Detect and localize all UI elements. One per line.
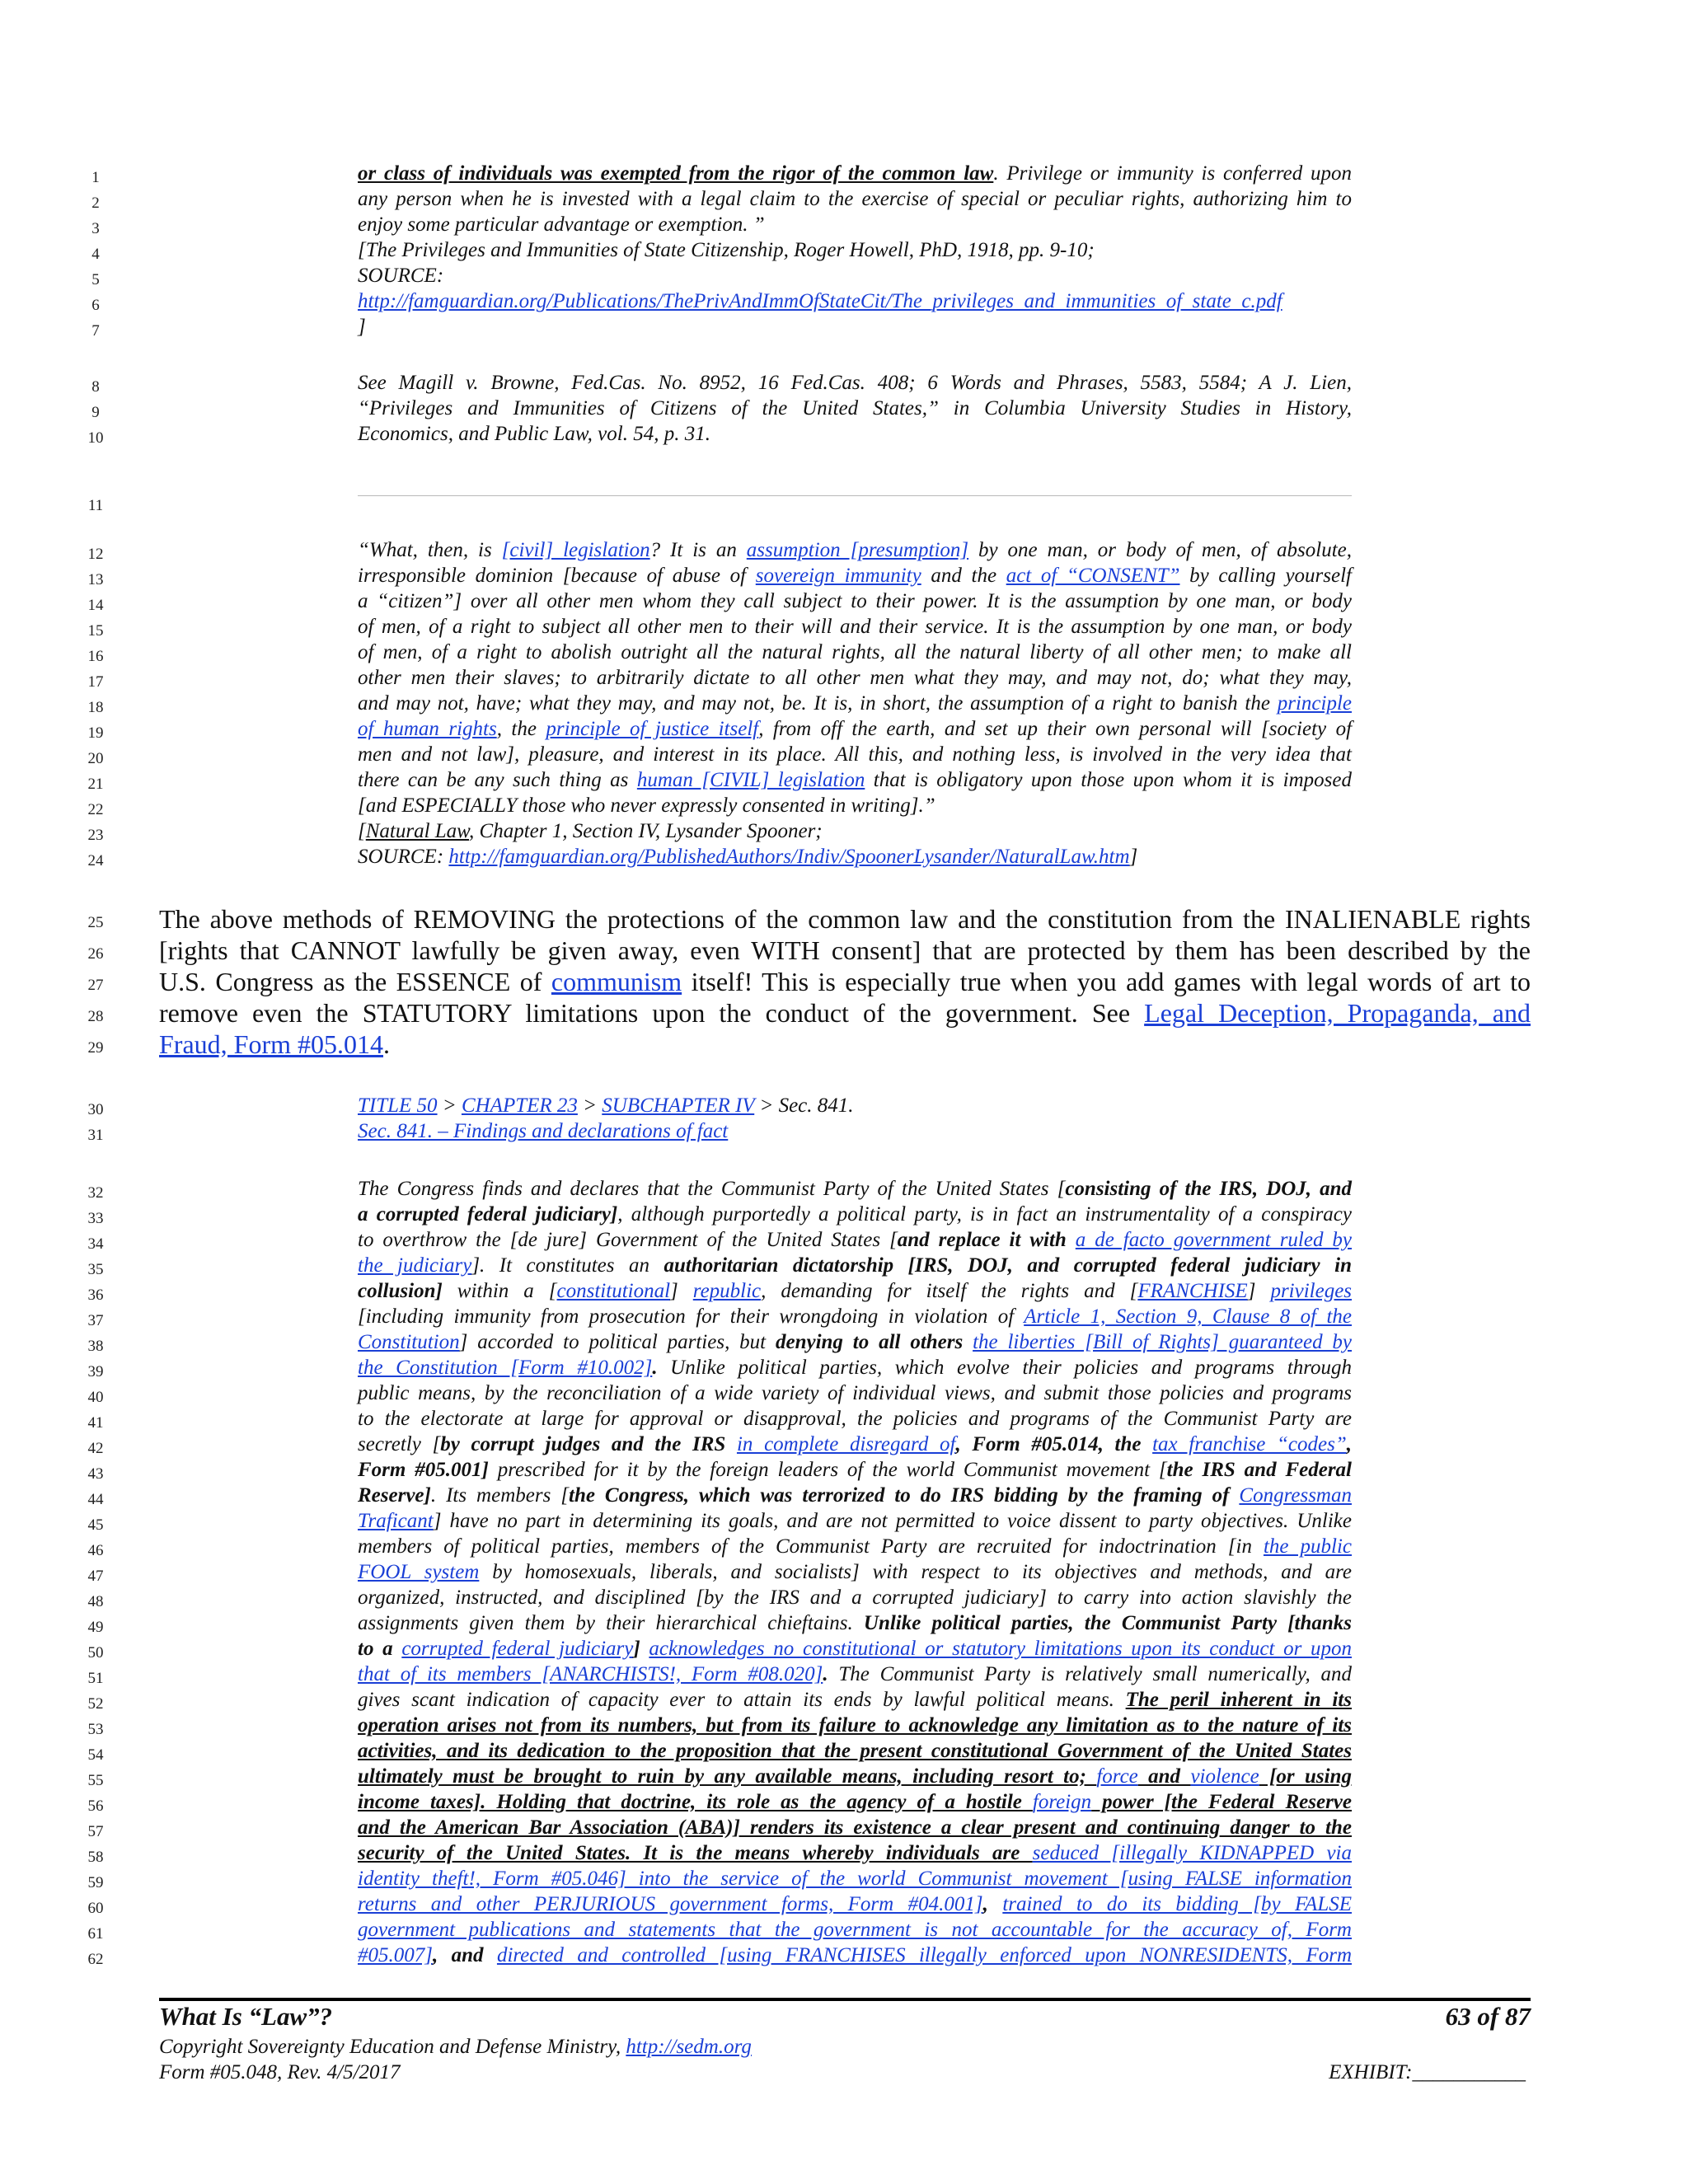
line-number: 4: [91, 246, 100, 263]
statute-line53: operation arises not from its numbers, but from its failure to acknowledge any limitation as to the nature of its: [358, 1714, 1352, 1736]
form-revision: Form #05.048, Rev. 4/5/2017: [159, 2061, 401, 2083]
force-link[interactable]: force: [1096, 1765, 1138, 1788]
quote1-line3: enjoy some particular advantage or exemption. ”: [358, 213, 765, 236]
tax-franchise-codes-link[interactable]: tax franchise “codes”: [1152, 1433, 1347, 1455]
line-number: 40: [87, 1389, 104, 1406]
statute-line45: Traficant] have no part in determining its goals, and are not permitted to voice dissent to party objectives. Unlike: [358, 1510, 1352, 1532]
statute-line36: collusion] within a [constitutional] republic, demanding for itself the rights and [FRANCHISE] privileges: [358, 1280, 1353, 1302]
liberties-link[interactable]: the liberties [Bill of Rights] guaranteed by: [973, 1331, 1353, 1353]
quote1-line2: any person when he is invested with a legal claim to the exercise of special or peculiar rights, authorizing him to: [358, 188, 1352, 210]
legal-deception-link[interactable]: Legal Deception, Propaganda, and: [1144, 998, 1531, 1028]
statute-line44: Reserve]. Its members [the Congress, which was terrorized to do IRS bidding by the framing of Congressman: [358, 1484, 1352, 1507]
line-number: 56: [87, 1797, 104, 1815]
line-number: 15: [87, 622, 104, 640]
line-number: 3: [91, 220, 100, 237]
text: . Privilege or immunity is conferred upon: [993, 162, 1353, 185]
line-number: 23: [87, 827, 104, 844]
quote3-line20: men and not law], pleasure, and interest in its place. All this, and nothing less, is involved in the very idea that: [358, 743, 1352, 766]
line-number: 59: [87, 1874, 104, 1891]
line-number: 37: [87, 1312, 104, 1329]
separator-rule: [358, 495, 1352, 496]
line-number: 43: [87, 1465, 104, 1483]
statute-line50: to a corrupted federal judiciary] acknowledges no constitutional or statutory limitations upon its conduct or upon: [358, 1638, 1352, 1660]
para-line25: The above methods of REMOVING the protections of the common law and the constitution from the INALIENABLE rights: [159, 904, 1531, 934]
quote3-line16: of men, of a right to abolish outright all the natural rights, all the natural liberty of all other men; to make all: [358, 641, 1352, 663]
disregard-link[interactable]: in complete disregard of: [736, 1433, 956, 1455]
quote1-line1: [358, 162, 1352, 187]
quote3-line17: other men their slaves; to arbitrarily dictate to all other men what they may, and may not, do; what they may,: [358, 667, 1352, 689]
franchise-link[interactable]: FRANCHISE: [1137, 1280, 1248, 1302]
line-number: 61: [87, 1925, 104, 1943]
congressman-link[interactable]: Congressman: [1239, 1484, 1352, 1507]
statute-line43: Form #05.001] prescribed for it by the foreign leaders of the world Communist movement [the IRS and Federal: [358, 1459, 1352, 1481]
quote3-line14: a “citizen”] over all other men whom they call subject to their power. It is the assumption by one man, or body: [358, 590, 1352, 612]
exhibit-label: EXHIBIT:___________: [1329, 2061, 1526, 2083]
directed-controlled-link[interactable]: directed and controlled [using FRANCHISES illegally enforced upon NONRESIDENTS, Form: [496, 1944, 1352, 1966]
line-number: 31: [87, 1127, 104, 1144]
government-publications-link[interactable]: government publications and statements that the government is not accountable for the accuracy of, Form: [358, 1919, 1352, 1941]
see-also-line1: See Magill v. Browne, Fed.Cas. No. 8952, 16 Fed.Cas. 408; 6 Words and Phrases, 5583, 5584; A J. Lien,: [358, 372, 1352, 394]
line-number: 29: [87, 1039, 104, 1057]
form-05007-link[interactable]: #05.007]: [358, 1944, 433, 1966]
statute-line34: to overthrow the [de jure] Government of the United States [and replace it with a de facto government ruled by: [358, 1229, 1353, 1251]
foreign-link[interactable]: foreign: [1032, 1791, 1092, 1813]
constitution-link[interactable]: Constitution: [358, 1331, 460, 1353]
line-number: 18: [87, 699, 104, 716]
quote3-line18: and may not, have; what they may, and may not, be. It is, in short, the assumption of a right to banish the principle: [358, 692, 1352, 715]
statute-line32: The Congress finds and declares that the Communist Party of the United States [consisting of the IRS, DOJ, and: [358, 1178, 1352, 1200]
human-civil-legislation-link[interactable]: human [CIVIL] legislation: [636, 769, 865, 791]
line-number: 10: [87, 429, 104, 447]
line-number: 19: [87, 724, 104, 742]
human-rights-link[interactable]: of human rights: [358, 718, 497, 740]
statute-line58: security of the United States. It is the means whereby individuals are seduced [illegally KIDNAPPED via: [358, 1842, 1352, 1864]
traficant-link[interactable]: Traficant: [358, 1510, 434, 1532]
line-number: 32: [87, 1184, 104, 1202]
statute-line51: that of its members [ANARCHISTS!, Form #08.020]. The Communist Party is relatively small numerically, and: [358, 1663, 1353, 1685]
line-number: 60: [87, 1900, 104, 1917]
statute-line37: [including immunity from prosecution for their wrongdoing in violation of Article 1, Section 9, Clause 8 of the: [358, 1305, 1352, 1328]
natural-law-source-link[interactable]: http://famguardian.org/PublishedAuthors/Indiv/SpoonerLysander/NaturalLaw.htm: [448, 846, 1130, 868]
line-number: 17: [87, 673, 104, 691]
constitution-form-link[interactable]: the Constitution [Form #10.002]: [358, 1357, 653, 1379]
statute-line49: assignments given them by their hierarchical chieftains. Unlike political parties, the Communist Party [thanks: [358, 1612, 1352, 1634]
citation-close: ]: [358, 316, 366, 338]
quote3-line15: of men, of a right to subject all other men to their will and their service. It is the assumption by one man, or body: [358, 616, 1352, 638]
principle-link[interactable]: principle: [1277, 692, 1352, 715]
act-of-consent-link[interactable]: act of “CONSENT”: [1006, 565, 1180, 587]
para-line29: Fraud, Form #05.014.: [159, 1029, 390, 1059]
quote3-line22: [and ESPECIALLY those who never expressly consented in writing].”: [358, 794, 935, 817]
statute-line62: #05.007], and directed and controlled [using FRANCHISES illegally enforced upon NONRESIDENTS, Form: [358, 1944, 1352, 1966]
line-number: 49: [87, 1619, 104, 1636]
see-also-line2: “Privileges and Immunities of Citizens of the United States,” in Columbia University Studies in History,: [358, 397, 1352, 419]
judiciary-link[interactable]: the judiciary: [358, 1254, 472, 1277]
republic-link[interactable]: republic: [692, 1280, 762, 1302]
line-number: 12: [87, 546, 104, 563]
para-line28: remove even the STATUTORY limitations upon the conduct of the government. See Legal Deception, Propaganda, and: [159, 998, 1531, 1028]
line-number: 42: [87, 1440, 104, 1457]
subchapter-iv-link[interactable]: SUBCHAPTER IV: [602, 1094, 755, 1117]
principle-justice-link[interactable]: principle of justice itself: [546, 718, 759, 740]
line-number: 13: [87, 571, 104, 588]
statute-line41: to the electorate at large for approval or disapproval, the policies and programs of the Communist Party are: [358, 1408, 1352, 1430]
line-number: 47: [87, 1568, 104, 1585]
line-number: 52: [87, 1695, 104, 1713]
line-number: 5: [91, 271, 100, 288]
statute-line40: public means, by the reconciliation of a wide variety of individual views, and submit those policies and programs: [358, 1382, 1352, 1404]
copyright-line: Copyright Sovereignty Education and Defense Ministry, http://sedm.org: [159, 2036, 752, 2058]
line-number: 35: [87, 1261, 104, 1278]
statute-line38: Constitution] accorded to political parties, but denying to all others the liberties [Bill of Rights] guaranteed by: [358, 1331, 1353, 1353]
line-number: 38: [87, 1338, 104, 1355]
communism-link[interactable]: communism: [551, 967, 682, 996]
legal-deception-link-cont[interactable]: Fraud, Form #05.014: [159, 1029, 383, 1059]
line-number: 55: [87, 1772, 104, 1789]
line-number: 41: [87, 1414, 104, 1432]
footer-title: What Is “Law”?: [159, 2002, 333, 2031]
privileges-link[interactable]: privileges: [1270, 1280, 1353, 1302]
line-number: 62: [87, 1951, 104, 1968]
see-also-line3: Economics, and Public Law, vol. 54, p. 31.: [358, 423, 710, 445]
footer-rule: [159, 1998, 1531, 2001]
seduced-link[interactable]: seduced [illegally KIDNAPPED via: [1032, 1842, 1352, 1864]
line-number: 8: [91, 378, 100, 396]
line-number: 21: [87, 776, 104, 793]
natural-law-title: Natural Law: [365, 820, 470, 842]
line-number: 34: [87, 1235, 104, 1253]
violence-link[interactable]: violence: [1190, 1765, 1259, 1788]
statute-line54: activities, and its dedication to the proposition that the present constitutional Government of the United States: [358, 1740, 1352, 1762]
quote3-line12: “What, then, is [civil] legislation? It is an assumption [presumption] by one man, or body of men, of absolute,: [358, 539, 1352, 561]
perjurious-forms-link[interactable]: returns and other PERJURIOUS government forms, Form #04.001]: [358, 1893, 983, 1915]
line-number: 20: [87, 750, 104, 767]
line-number: 26: [87, 945, 104, 963]
source-label: SOURCE:: [358, 265, 444, 287]
statute-line35: the judiciary]. It constitutes an authoritarian dictatorship [IRS, DOJ, and corrupted federal judiciary in: [358, 1254, 1352, 1277]
line-number: 16: [87, 648, 104, 665]
line-number: 45: [87, 1516, 104, 1534]
breadcrumb: TITLE 50 > CHAPTER 23 > SUBCHAPTER IV > Sec. 841.: [358, 1094, 854, 1117]
page-number: 63 of 87: [1445, 2002, 1531, 2031]
quote3-citation: [Natural Law, Chapter 1, Section IV, Lysander Spooner;: [358, 820, 823, 842]
line-number: 46: [87, 1542, 104, 1559]
line-number: 57: [87, 1823, 104, 1840]
line-number: 44: [87, 1491, 104, 1508]
para-line26: [rights that CANNOT lawfully be given away, even WITH consent] that are protected by them has been described by the: [159, 935, 1531, 965]
quote3-line21: there can be any such thing as human [CIVIL] legislation that is obligatory upon those upon whom it is imposed: [358, 769, 1352, 791]
constitutional-link[interactable]: constitutional: [556, 1280, 671, 1302]
source-link[interactable]: http://famguardian.org/Publications/ThePrivAndImmOfStateCit/The_privileges_and_immunities_of_state_c.pdf: [358, 290, 1282, 312]
citation-line: [The Privileges and Immunities of State Citizenship, Roger Howell, PhD, 1918, pp. 9-10;: [358, 239, 1095, 261]
assumption-link[interactable]: assumption [presumption]: [746, 539, 969, 561]
line-number: 39: [87, 1363, 104, 1380]
line-number: 24: [87, 852, 104, 869]
statute-line48: organized, instructed, and disciplined [by the IRS and a corrupted judiciary] to carry into action slavishly the: [358, 1586, 1352, 1609]
statute-line55: ultimately must be brought to ruin by any available means, including resort to; force and violence [or using: [358, 1765, 1352, 1788]
line-number: 2: [91, 194, 100, 212]
para-line27: U.S. Congress as the ESSENCE of communism itself! This is especially true when you add games with legal words of art to: [159, 967, 1531, 996]
statute-line47: FOOL system by homosexuals, liberals, and socialists] with respect to its objectives and methods, and are: [358, 1561, 1352, 1583]
civil-legislation-link[interactable]: [civil] legislation: [501, 539, 650, 561]
corrupted-judiciary-link[interactable]: corrupted federal judiciary: [401, 1638, 634, 1660]
statute-line42: secretly [by corrupt judges and the IRS in complete disregard of, Form #05.014, the tax franchise “codes”,: [358, 1433, 1352, 1455]
anarchists-link[interactable]: that of its members [ANARCHISTS!, Form #08.020]: [358, 1663, 823, 1685]
identity-theft-link[interactable]: identity theft!, Form #05.046] into the service of the world Communist movement [using FALSE information: [358, 1868, 1352, 1890]
line-number: 6: [91, 297, 100, 314]
de-facto-link[interactable]: a de facto government ruled by: [1075, 1229, 1353, 1251]
line-number: 28: [87, 1008, 104, 1025]
line-number: 27: [87, 977, 104, 994]
sovereign-immunity-link[interactable]: sovereign immunity: [755, 565, 921, 587]
line-number: 22: [87, 801, 104, 818]
line-number: 54: [87, 1746, 104, 1764]
public-fool-link[interactable]: the public: [1263, 1535, 1353, 1558]
line-number: 9: [91, 404, 100, 421]
chapter-23-link[interactable]: CHAPTER 23: [461, 1094, 578, 1117]
section-841-link[interactable]: Sec. 841. – Findings and declarations of fact: [358, 1120, 729, 1142]
emphasis-text: or class of individuals was exempted from the rigor of the common law: [358, 162, 994, 185]
no-limitations-link[interactable]: acknowledges no constitutional or statutory limitations upon its conduct or upon: [649, 1638, 1352, 1660]
article1-link[interactable]: Article 1, Section 9, Clause 8 of the: [1024, 1305, 1352, 1328]
statute-line46: members of political parties, members of the Communist Party are recruited for indoctrination [in the public: [358, 1535, 1353, 1558]
line-number: 1: [91, 169, 100, 186]
line-number: 14: [87, 597, 104, 614]
statute-line52: gives scant indication of capacity ever to attain its ends by lawful political means. The peril inherent in its: [358, 1689, 1353, 1711]
trained-link[interactable]: trained to do its bidding [by FALSE: [1002, 1893, 1353, 1915]
line-number: 7: [91, 322, 100, 340]
quote3-line13: irresponsible dominion [because of abuse of sovereign immunity and the act of “CONSENT” by calling yourself: [358, 565, 1352, 587]
line-number: 53: [87, 1721, 104, 1738]
line-number: 51: [87, 1670, 104, 1687]
statute-line33: a corrupted federal judiciary], although purportedly a political party, is in fact an instrumentality of a conspiracy: [358, 1203, 1352, 1226]
statute-line57: and the American Bar Association (ABA)] renders its existence a clear present and continuing danger to the: [358, 1816, 1352, 1839]
line-number: 58: [87, 1849, 104, 1866]
sedm-link[interactable]: http://sedm.org: [626, 2036, 752, 2058]
statute-line60: returns and other PERJURIOUS government forms, Form #04.001], trained to do its bidding [by FALSE: [358, 1893, 1353, 1915]
quote3-line19: of human rights, the principle of justice itself, from off the earth, and set up their own personal will [society of: [358, 718, 1353, 740]
line-number: 30: [87, 1101, 104, 1118]
line-number: 50: [87, 1644, 104, 1661]
line-number: 33: [87, 1210, 104, 1227]
line-number: 25: [87, 914, 104, 931]
title-50-link[interactable]: TITLE 50: [358, 1094, 438, 1117]
line-number: 48: [87, 1593, 104, 1610]
statute-line56: income taxes]. Holding that doctrine, its role as the agency of a hostile foreign power [the Federal Reserve: [358, 1791, 1352, 1813]
line-number: 36: [87, 1286, 104, 1304]
line-number: 11: [87, 497, 104, 514]
quote3-source: SOURCE: http://famguardian.org/PublishedAuthors/Indiv/SpoonerLysander/NaturalLaw.htm]: [358, 846, 1138, 868]
statute-line39: the Constitution [Form #10.002]. Unlike political parties, which evolve their policies and programs through: [358, 1357, 1353, 1379]
fool-system-link[interactable]: FOOL system: [358, 1561, 480, 1583]
